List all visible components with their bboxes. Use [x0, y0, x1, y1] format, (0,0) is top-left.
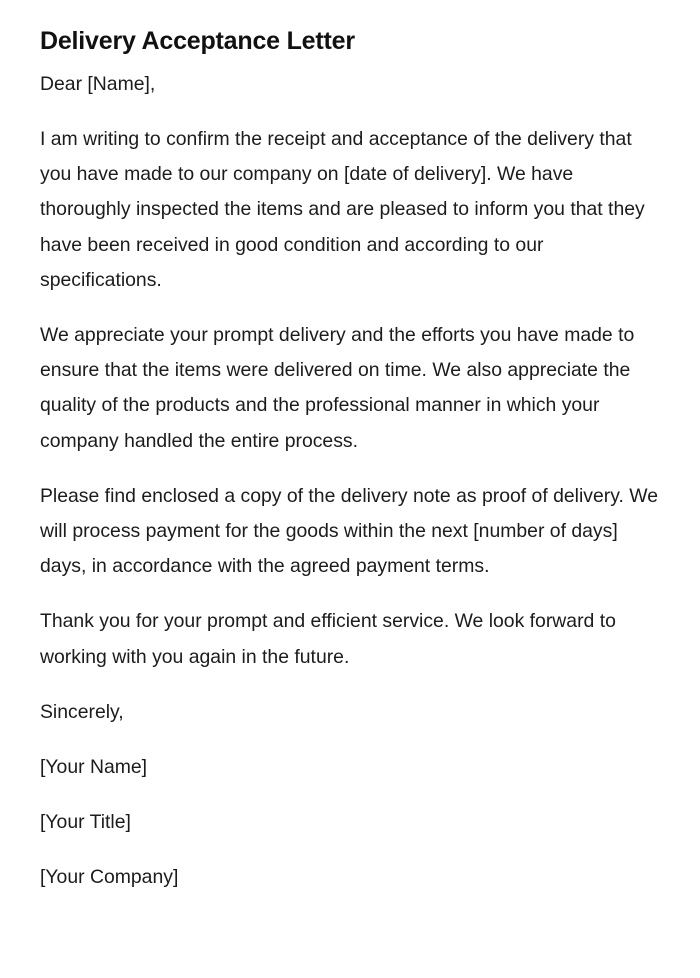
letter-title: Delivery Acceptance Letter	[40, 27, 355, 55]
closing: Sincerely,	[40, 700, 124, 723]
paragraph-appreciation: We appreciate your prompt delivery and the efforts you have made to ensure that the items were delivered on time. We also appreciate the quality of the products and the professional manner in which your company handled the entire process.	[40, 324, 635, 452]
salutation: Dear [Name],	[40, 73, 156, 95]
paragraph-payment: Please find enclosed a copy of the delivery note as proof of delivery. We will process payment for the goods within the next [number of days] days, in accordance with the agreed payment terms.	[40, 484, 658, 578]
signature-name: [Your Name]	[40, 755, 148, 778]
paragraph-thanks: Thank you for your prompt and efficient service. We look forward to working with you again in the future.	[40, 610, 616, 668]
signature-company: [Your Company]	[40, 865, 179, 888]
signature-title: [Your Title]	[40, 810, 131, 833]
paragraph-confirmation: I am writing to confirm the receipt and acceptance of the delivery that you have made to our company on [date of delivery]. We have thoroughly inspected the items and are pleased to inform you that they have been received in good condition and according to our specifications.	[40, 128, 645, 291]
